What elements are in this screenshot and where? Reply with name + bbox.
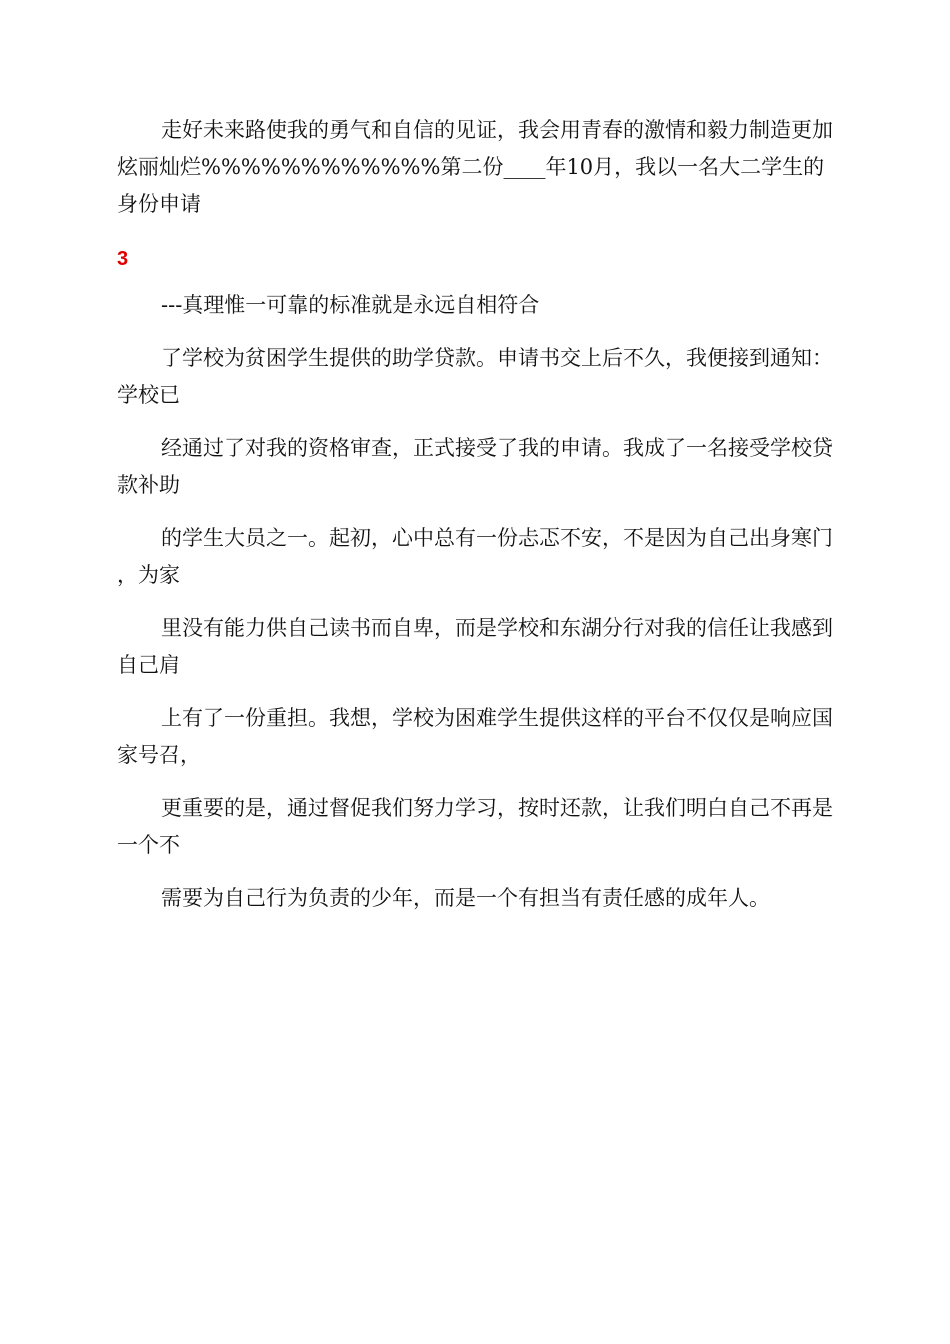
paragraph-7: 更重要的是，通过督促我们努力学习，按时还款，让我们明白自己不再是一个不: [117, 796, 833, 857]
paragraph-4: 的学生大员之一。起初，心中总有一份忐忑不安，不是因为自己出身寒门，为家: [117, 526, 833, 587]
paragraph-1: 走好未来路使我的勇气和自信的见证，我会用青春的激情和毅力制造更加炫丽灿烂%%%%%%%%%%%%第二份____年10月，我以一名大二学生的身份申请: [117, 118, 833, 216]
paragraph-2: 了学校为贫困学生提供的助学贷款。申请书交上后不久，我便接到通知：学校已: [117, 346, 833, 407]
page-number: 3: [117, 248, 129, 270]
quote-line: ---真理惟一可靠的标准就是永远自相符合: [161, 293, 540, 317]
document-body: [117, 112, 833, 917]
paragraph-5: 里没有能力供自己读书而自卑，而是学校和东湖分行对我的信任让我感到自己肩: [117, 616, 833, 677]
paragraph-3: 经通过了对我的资格审查，正式接受了我的申请。我成了一名接受学校贷款补助: [117, 436, 833, 497]
paragraph-8: 需要为自己行为负责的少年，而是一个有担当有责任感的成年人。: [161, 886, 770, 910]
paragraph-6: 上有了一份重担。我想，学校为困难学生提供这样的平台不仅仅是响应国家号召，: [117, 706, 833, 767]
